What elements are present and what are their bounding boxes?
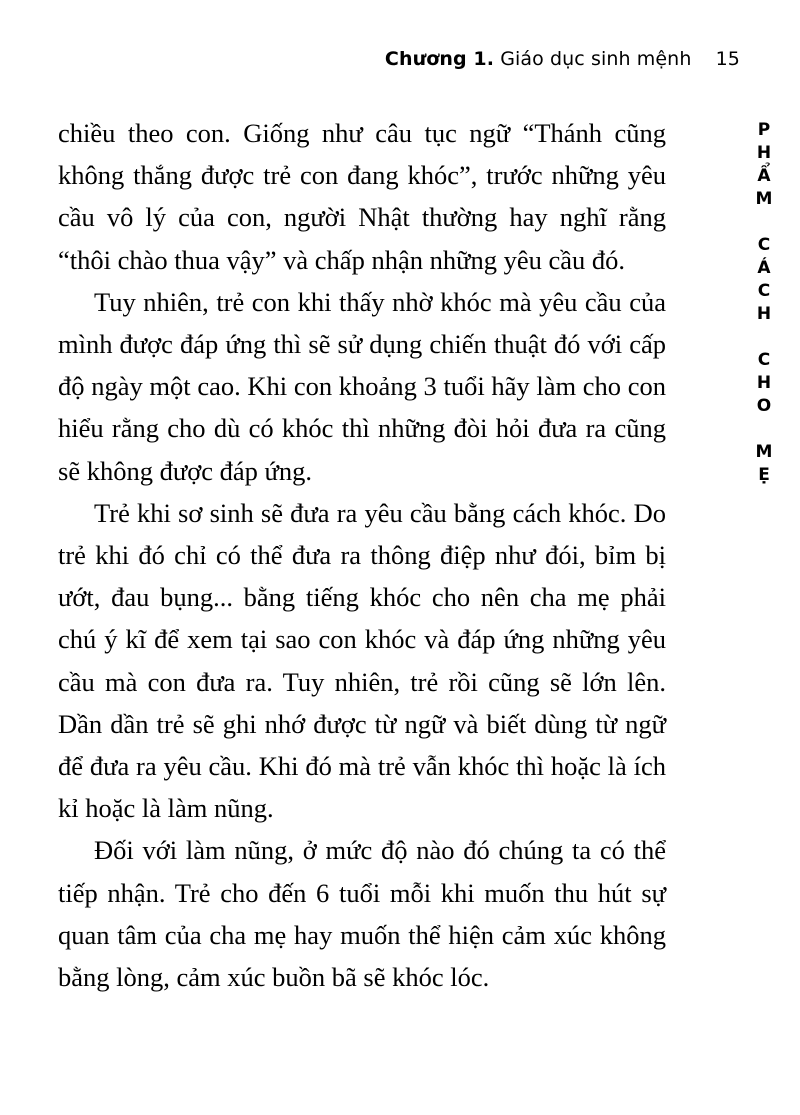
- chapter-label: Chương 1.: [384, 48, 495, 70]
- paragraph: Đối với làm nũng, ở mức độ nào đó chúng ta có thể tiếp nhận. Trẻ cho đến 6 tuổi mỗi khi muốn thu hút sự quan tâm của cha mẹ hay muốn thể hiện cảm xúc không bằng lòng, cảm xúc buồn bã sẽ khóc lóc.: [58, 835, 666, 993]
- paragraph: Tuy nhiên, trẻ con khi thấy nhờ khóc mà yêu cầu của mình được đáp ứng thì sẽ sử dụng chiến thuật đó với cấp độ ngày một cao. Khi con khoảng 3 tuổi hãy làm cho con hiểu rằng cho dù có khóc thì những đòi hỏi đưa ra cũng sẽ không được đáp ứng.: [58, 286, 666, 486]
- paragraph: chiều theo con. Giống như câu tục ngữ “Thánh cũng không thắng được trẻ con đang khóc”, trước những yêu cầu vô lý của con, người Nhật thường hay nghĩ rằng “thôi chào thua vậy” và chấp nhận những yêu cầu đó.: [58, 118, 666, 275]
- page-number: 15: [715, 48, 740, 70]
- paragraph: Trẻ khi sơ sinh sẽ đưa ra yêu cầu bằng cách khóc. Do trẻ khi đó chỉ có thể đưa ra thông điệp như đói, bỉm bị ướt, đau bụng... bằng tiếng khóc cho nên cha mẹ phải chú ý kĩ để xem tại sao con khóc và đáp ứng những yêu cầu mà con đưa ra. Tuy nhiên, trẻ rồi cũng sẽ lớn lên. Dần dần trẻ sẽ ghi nhớ được từ ngữ và biết dùng từ ngữ để đưa ra yêu cầu. Khi đó mà trẻ vẫn khóc thì hoặc là ích kỉ hoặc là làm nũng.: [58, 497, 666, 824]
- side-running-title: PHẨM CÁCH CHO MẸ: [754, 120, 774, 488]
- body-text: [58, 112, 666, 998]
- chapter-title: Giáo dục sinh mệnh: [500, 48, 692, 70]
- running-header: [60, 48, 740, 70]
